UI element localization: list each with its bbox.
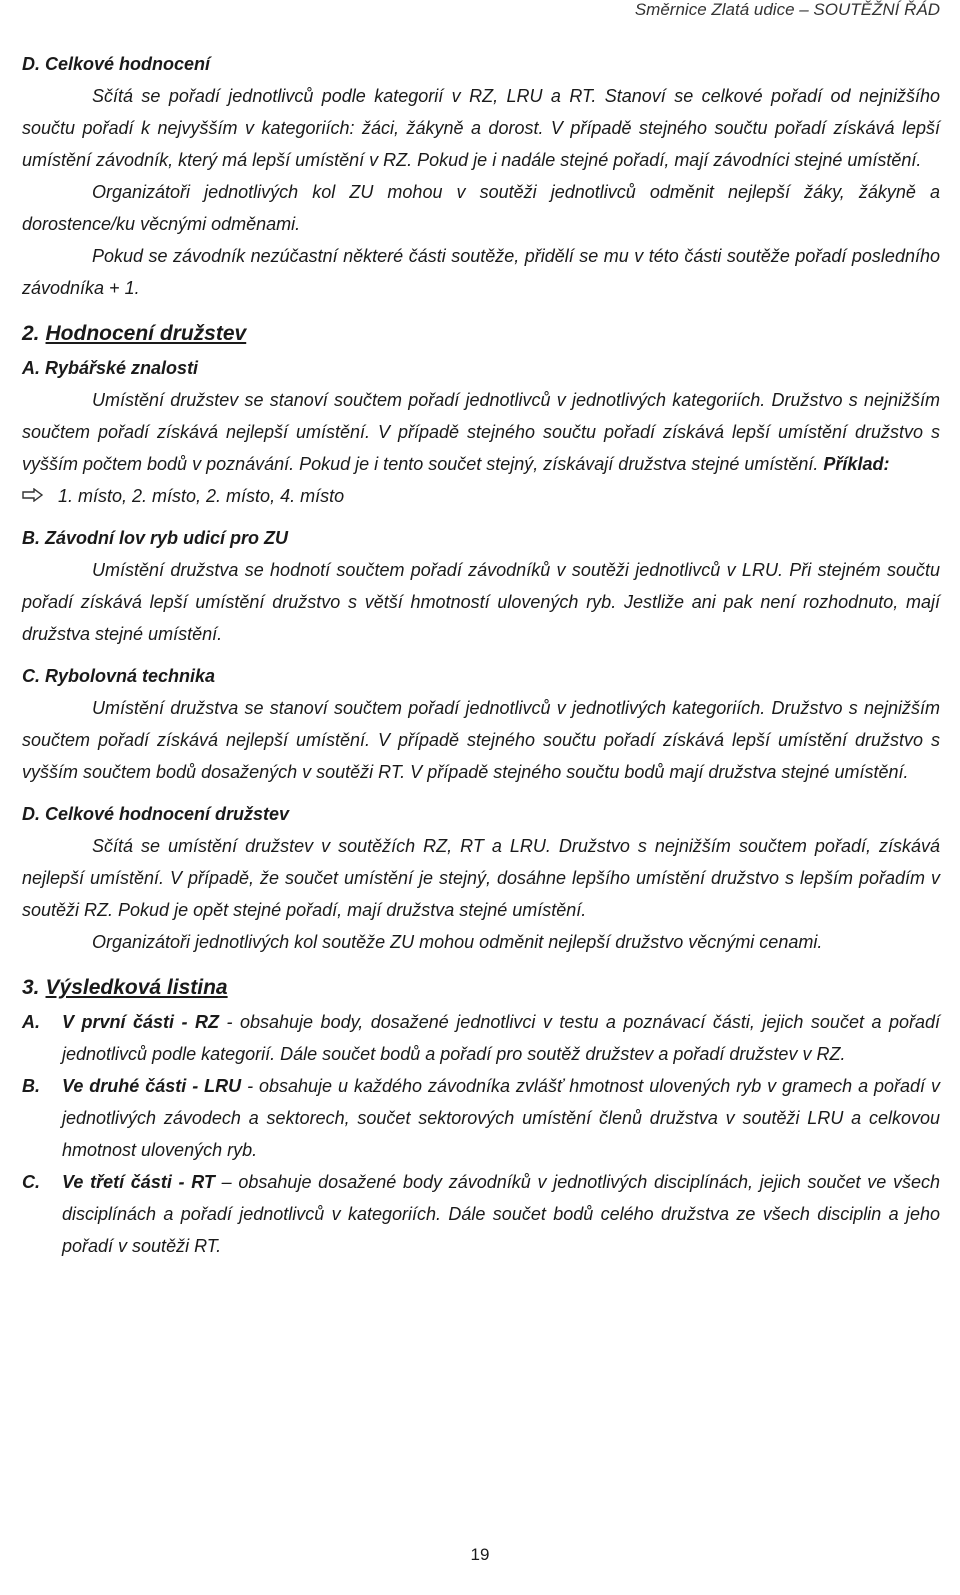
section-2a-paragraph xyxy=(22,384,940,480)
section-2-number: 2. xyxy=(22,322,40,345)
section-2d-heading: D. Celkové hodnocení družstev xyxy=(22,804,290,824)
section-2a-text: Umístění družstev se stanoví součtem pořadí jednotlivců v jednotlivých kategoriích. Družstvo s nejnižším součtem pořadí získává nejlepší umístění. V případě stejného součtu pořadí získává lepší umístění družstvo s vyšším počtem bodů v poznávání. Pokud je i tento součet stejný, získávají družstva stejné umístění. xyxy=(22,390,940,474)
section-2a-heading: A. Rybářské znalosti xyxy=(22,358,199,378)
example-label: Příklad: xyxy=(823,454,890,474)
list-item-bold: Ve druhé části - LRU xyxy=(62,1076,242,1096)
section-2c-paragraph: Umístění družstva se stanoví součtem pořadí jednotlivců v jednotlivých kategoriích. Družstvo s nejnižším součtem pořadí získává nejlepší umístění. V případě stejného součtu pořadí získává lepší umístění družstvo s vyšším součtem bodů dosažených v soutěži RT. V případě stejného součtu bodů mají družstva stejné umístění. xyxy=(22,698,940,782)
list-item-bold: V první části - RZ xyxy=(62,1012,220,1032)
section-2-title: Hodnocení družstev xyxy=(45,322,247,345)
section-2d-paragraph-1: Sčítá se umístění družstev v soutěžích RZ, RT a LRU. Družstvo s nejnižším součtem pořadí, získává nejlepší umístění. V případě, že součet umístění je stejný, dosáhne lepšího umístění družstvo s lepším pořadím v soutěži RZ. Pokud je opět stejné pořadí, mají družstva stejné umístění. xyxy=(22,836,940,920)
page-number: 19 xyxy=(470,1545,490,1564)
list-item xyxy=(22,1006,940,1070)
list-item xyxy=(22,1166,940,1262)
list-item-text xyxy=(62,1070,940,1166)
section-2-heading xyxy=(22,316,940,352)
list-item-text xyxy=(62,1006,940,1070)
section-3-number: 3. xyxy=(22,976,40,999)
list-item-letter: A. xyxy=(22,1012,40,1032)
section-3-heading xyxy=(22,970,940,1006)
running-header: Směrnice Zlatá udice – SOUTĚŽNÍ ŘÁD xyxy=(634,0,940,19)
list-item-body: – obsahuje dosažené body závodníků v jednotlivých disciplínách, jejich součet ve všech disciplínách a pořadí jednotlivců v kategoriích. Dále součet bodů celého družstva ze všech disciplin a jeho pořadí v soutěži RT. xyxy=(62,1172,940,1256)
example-text: 1. místo, 2. místo, 2. místo, 4. místo xyxy=(58,486,345,506)
section-d-paragraph-2: Organizátoři jednotlivých kol ZU mohou v soutěži jednotlivců odměnit nejlepší žáky, žákyně a dorostence/ku věcnými odměnami. xyxy=(22,182,940,234)
list-item xyxy=(22,1070,940,1166)
section-d-heading: D. Celkové hodnocení xyxy=(22,54,211,74)
section-d-paragraph-3: Pokud se závodník nezúčastní některé části soutěže, přidělí se mu v této části soutěže pořadí posledního závodníka + 1. xyxy=(22,246,940,298)
list-item-text xyxy=(62,1166,940,1262)
list-item-body: - obsahuje body, dosažené jednotlivci v testu a poznávací části, jejich součet a pořadí jednotlivců podle kategorií. Dále součet bodů a pořadí pro soutěž družstev a pořadí družstev v RZ. xyxy=(62,1012,940,1064)
section-3-title: Výsledková listina xyxy=(45,976,228,999)
section-2c-heading: C. Rybolovná technika xyxy=(22,666,216,686)
section-2b-paragraph: Umístění družstva se hodnotí součtem pořadí závodníků v soutěži jednotlivců v LRU. Při stejném součtu pořadí získává lepší umístění družstvo s větší hmotností ulovených ryb. Jestliže ani pak není rozhodnuto, mají družstva stejné umístění. xyxy=(22,560,940,644)
section-2d-paragraph-2: Organizátoři jednotlivých kol soutěže ZU mohou odměnit nejlepší družstvo věcnými cenami. xyxy=(92,932,823,952)
list-item-letter: B. xyxy=(22,1076,40,1096)
list-item-body: - obsahuje u každého závodníka zvlášť hmotnost ulovených ryb v gramech a pořadí v jednotlivých závodech a sektorech, součet sektorových umístění členů družstva v soutěži LRU a celkovou hmotnost ulovených ryb. xyxy=(62,1076,940,1160)
arrow-right-icon xyxy=(22,480,44,512)
section-d-paragraph-1: Sčítá se pořadí jednotlivců podle kategorií v RZ, LRU a RT. Stanoví se celkové pořadí od nejnižšího součtu pořadí k nejvyšším v kategoriích: žáci, žákyně a dorost. V případě stejného součtu pořadí získává lepší umístění závodník, který má lepší umístění v RZ. Pokud je i nadále stejné pořadí, mají závodníci stejné umístění. xyxy=(22,86,940,170)
document-body xyxy=(22,48,940,1262)
section-2b-heading: B. Závodní lov ryb udicí pro ZU xyxy=(22,528,289,548)
list-item-bold: Ve třetí části - RT xyxy=(62,1172,215,1192)
list-item-letter: C. xyxy=(22,1172,40,1192)
example-line xyxy=(22,480,940,512)
